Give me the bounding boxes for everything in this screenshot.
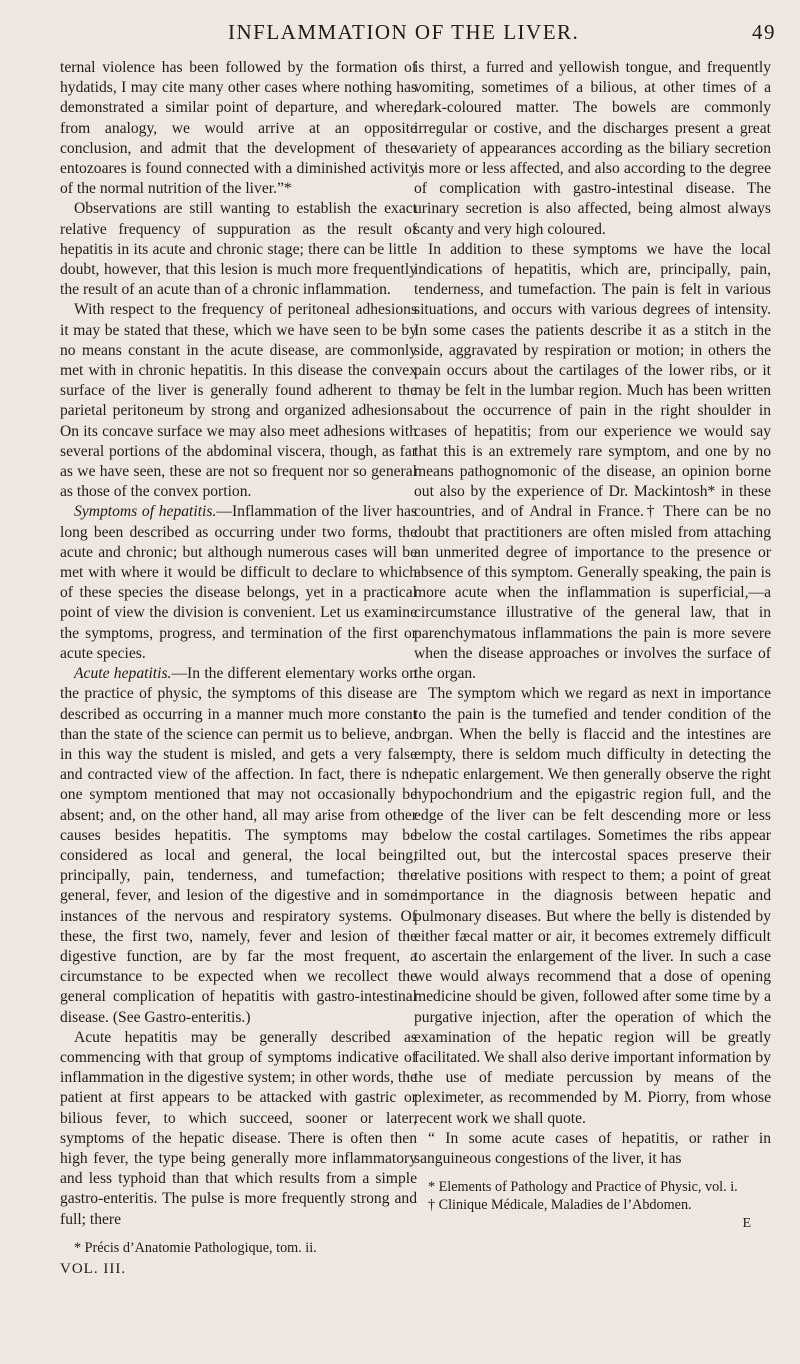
section-heading-acute-hepatitis: Acute hepatitis. xyxy=(74,665,172,683)
paragraph-body: —In the different elementary works on the practice of physic, the symptoms of this disease are described as occurring in a manner much more constant than the state of the science can permit us to believe, and in this way the student is misled, and gets a very false and contracted view of the affection. In fact, there is no one symptom mentioned that may not occasionally be absent; and, on the other hand, all may arise from other causes besides hepatitis. The symptoms may be considered as local and general, the local being, principally, pain, tenderness, and tumefaction; the general, fever, and lesion of the digestive and in some instances of the nervous and respiratory systems. Of these, the first two, namely, fever and lesion of the digestive function, are by far the most frequent, a circumstance to be expected when we recollect the general complication of hepatitis with gastro-intestinal disease. (See Gastro-enteritis.) xyxy=(60,665,417,1026)
paragraph: The symptom which we regard as next in importance to the pain is the tumefied and tender condition of the organ. When the belly is flaccid and the intestines are empty, there is seldom much difficulty in detecting the hepatic enlargement. We then generally observe the right hypochondrium and the epigastric region full, and the edge of the liver can be felt descending more or less below the costal cartilages. Sometimes the ribs appear tilted out, but the intercostal spaces preserve their relative positions with respect to them; a point of great importance in the diagnosis between hepatic and pulmonary diseases. But where the belly is distended by either fæcal matter or air, it becomes extremely difficult to ascertain the enlargement of the liver. In such a case we would always recommend that a dose of opening medicine should be given, followed after some time by a purgative injection, after the operation of which the examination of the hepatic region will be greatly facilitated. We shall also derive important information by the use of mediate percussion by means of the pleximeter, as recommended by M. Piorry, from whose recent work we shall quote. xyxy=(414,685,772,1127)
footnotes xyxy=(414,1179,771,1214)
footnotes xyxy=(60,1240,417,1258)
left-column xyxy=(60,58,417,1279)
right-column xyxy=(414,58,771,1234)
running-head-title: INFLAMMATION OF THE LIVER. xyxy=(228,20,580,44)
paragraph-acute-hepatitis xyxy=(60,664,417,1028)
signature-mark: VOL. III. xyxy=(60,1261,127,1278)
footnote: * Précis d’Anatomie Pathologique, tom. ii. xyxy=(74,1239,317,1256)
section-heading-symptoms: Symptoms of hepatitis. xyxy=(74,503,217,521)
page-number: 49 xyxy=(752,20,776,44)
footnote: † Clinique Médicale, Maladies de l’Abdomen. xyxy=(428,1196,692,1213)
paragraph: In addition to these symptoms we have the local indications of hepatitis, which are, principally, pain, tenderness, and tumefaction. The pain is felt in various situations, and occurs with various degrees of intensity. In some cases the patients describe it as a stitch in the side, aggravated by respiration or motion; in others the pain occurs about the cartilages of the lower ribs, or it may be felt in the lumbar region. Much has been written about the occurrence of pain in the right shoulder in cases of hepatitis; from our experience we would say that this is an extremely rare symptom, and one by no means pathognomonic of the disease, an opinion borne out also by the experience of Dr. Mackintosh* in these countries, and of Andral in France.† There can be no doubt that practitioners are often misled from attaching an unmerited degree of importance to the presence or absence of this symptom. Generally speaking, the pain is more acute when the inflammation is superficial,—a circumstance illustrative of the general law, that in parenchymatous inflammations the pain is more severe when the disease approaches or involves the surface of the organ. xyxy=(414,240,771,683)
paragraph: Acute hepatitis may be generally described as commencing with that group of symptoms indicative of inflammation in the digestive system; in other words, the patient at first appears to be attacked with gastric or bilious fever, to which succeed, sooner or later, symptoms of the hepatic disease. There is often then high fever, the type being generally more inflammatory and less typhoid than that which results from a simple gastro-enteritis. The pulse is more frequently strong and full; there xyxy=(60,1028,417,1228)
paragraph-symptoms xyxy=(60,502,417,664)
paragraph: is thirst, a furred and yellowish tongue, and frequently vomiting, sometimes of a bilious, at other times of a dark-coloured matter. The bowels are commonly irregular or costive, and the discharges present a great variety of appearances according as the biliary secretion is more or less affected, and also according to the degree of complication with gastro-intestinal disease. The urinary secretion is also affected, being almost always scanty and very high coloured. xyxy=(414,59,771,238)
footnote: * Elements of Pathology and Practice of Physic, vol. i. xyxy=(428,1179,738,1196)
running-head xyxy=(0,20,800,46)
paragraph-body: —Inflammation of the liver has long been described as occurring under two forms, the acute and chronic; but although numerous cases will be met with where it would be difficult to declare to which of these species the disease belongs, yet in a practical point of view the division is convenient. Let us examine the symptoms, progress, and termination of the first or acute species. xyxy=(60,503,417,662)
paragraph: “ In some acute cases of hepatitis, or rather in sanguineous congestions of the liver, it has xyxy=(414,1129,771,1167)
paragraph: ternal violence has been followed by the formation of hydatids, I may cite many other cases where nothing has demonstrated a similar point of departure, and where, from analogy, we would arrive at an opposite conclusion, and admit that the development of these entozoares is found connected with a diminished activity of the normal nutrition of the liver.”* xyxy=(60,59,417,198)
paragraph: Observations are still wanting to establish the exact relative frequency of suppuration as the result of hepatitis in its acute and chronic stage; there can be little doubt, however, that this lesion is much more frequently the result of an acute than of a chronic inflammation. xyxy=(60,200,417,299)
paragraph: With respect to the frequency of peritoneal adhesions it may be stated that these, which we have seen to be by no means constant in the acute disease, are commonly met with in chronic hepatitis. In this disease the convex surface of the liver is generally found adherent to the parietal peritoneum by strong and organized adhesions. On its concave surface we may also meet adhesions with several portions of the abdominal viscera, though, as far as we have seen, these are not so frequent nor so general as those of the convex portion. xyxy=(60,301,417,501)
signature-mark: E xyxy=(742,1216,751,1232)
